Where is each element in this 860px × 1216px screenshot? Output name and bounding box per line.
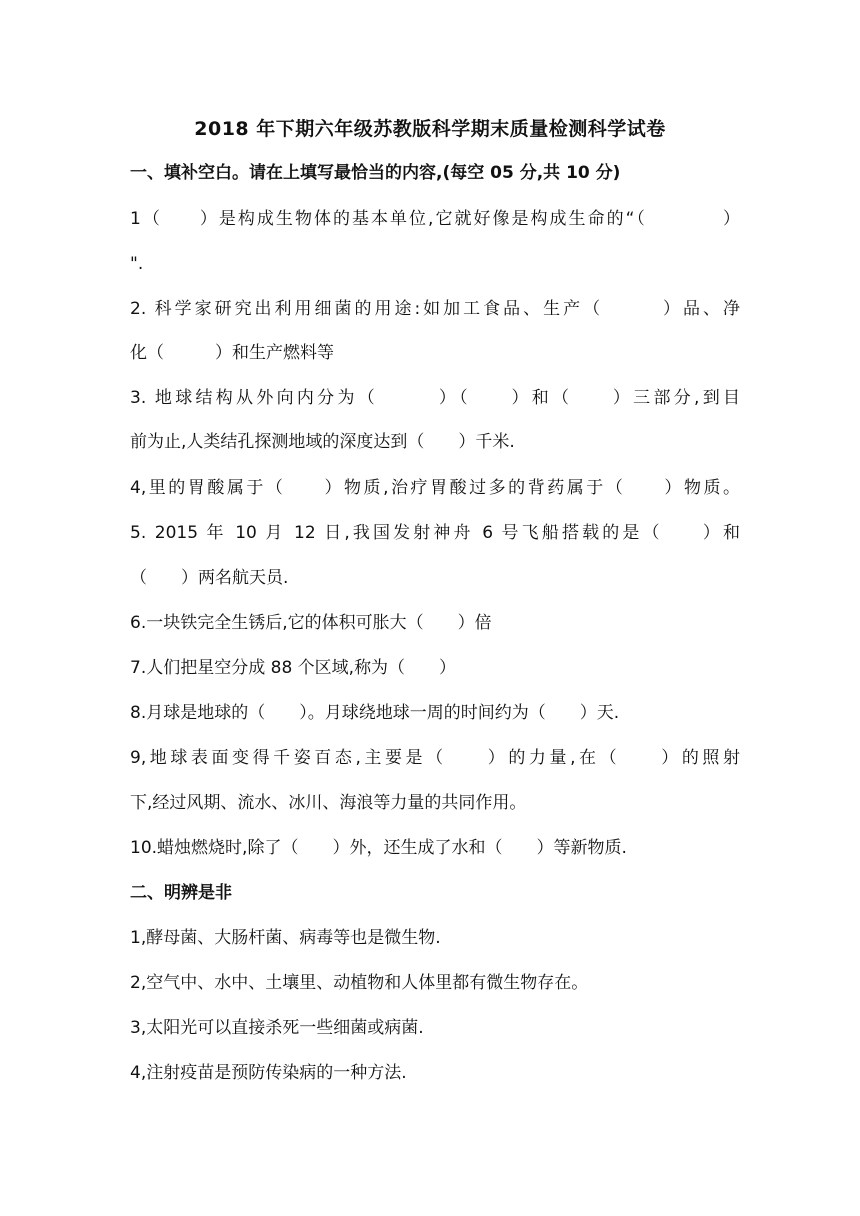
document-title: 2018 年下期六年级苏教版科学期末质量检测科学试卷 xyxy=(194,118,666,140)
question-9-line-1: 9,地球表面变得千姿百态,主要是（ ）的力量,在（ ）的照射 xyxy=(130,748,740,768)
question-5-line-2: （ ）两名航天员. xyxy=(130,568,289,588)
question-5-line-1: 5. 2015 年 10 月 12 日,我国发射神舟 6 号飞船搭载的是（ ）和 xyxy=(130,523,740,543)
question-4: 4,里的胃酸属于（ ）物质,治疗胃酸过多的背药属于（ ）物质。 xyxy=(130,478,740,498)
question-2-line-1: 2. 科学家研究出利用细菌的用途:如加工食品、生产（ ）品、净 xyxy=(130,299,740,319)
statement-4: 4,注射疫苗是预防传染病的一种方法. xyxy=(130,1063,407,1083)
statement-2: 2,空气中、水中、土壤里、动植物和人体里都有微生物存在。 xyxy=(130,973,589,993)
question-7: 7.人们把星空分成 88 个区域,称为（ ） xyxy=(130,658,457,678)
statement-3: 3,太阳光可以直接杀死一些细菌或病菌. xyxy=(130,1018,424,1038)
question-3-line-1: 3. 地球结构从外向内分为（ ）（ ）和（ ）三部分,到目 xyxy=(130,388,740,408)
question-2-line-2: 化（ ）和生产燃料等 xyxy=(130,343,334,363)
question-3-line-2: 前为止,人类结孔探测地域的深度达到（ ）千米. xyxy=(130,432,515,452)
section-heading-true-false: 二、明辨是非 xyxy=(130,883,232,903)
question-9-line-2: 下,经过风期、流水、冰川、海浪等力量的共同作用。 xyxy=(130,793,527,813)
question-6: 6.一块铁完全生锈后,它的体积可胀大（ ）倍 xyxy=(130,613,492,633)
question-10: 10.蜡烛燃烧时,除了（ ）外，还生成了水和（ ）等新物质. xyxy=(130,838,627,858)
question-1-line-1: 1（ ）是构成生物体的基本单位,它就好像是构成生命的“（ ） xyxy=(130,209,740,229)
question-1-line-2: ". xyxy=(130,254,144,274)
section-heading-fill-in-blanks: 一、填补空白。请在上填写最恰当的内容,(每空 05 分,共 10 分) xyxy=(130,163,621,183)
question-8: 8.月球是地球的（ ）。月球绕地球一周的时间约为（ ）天. xyxy=(130,703,620,723)
statement-1: 1,酵母菌、大肠杆菌、病毒等也是微生物. xyxy=(130,928,441,948)
